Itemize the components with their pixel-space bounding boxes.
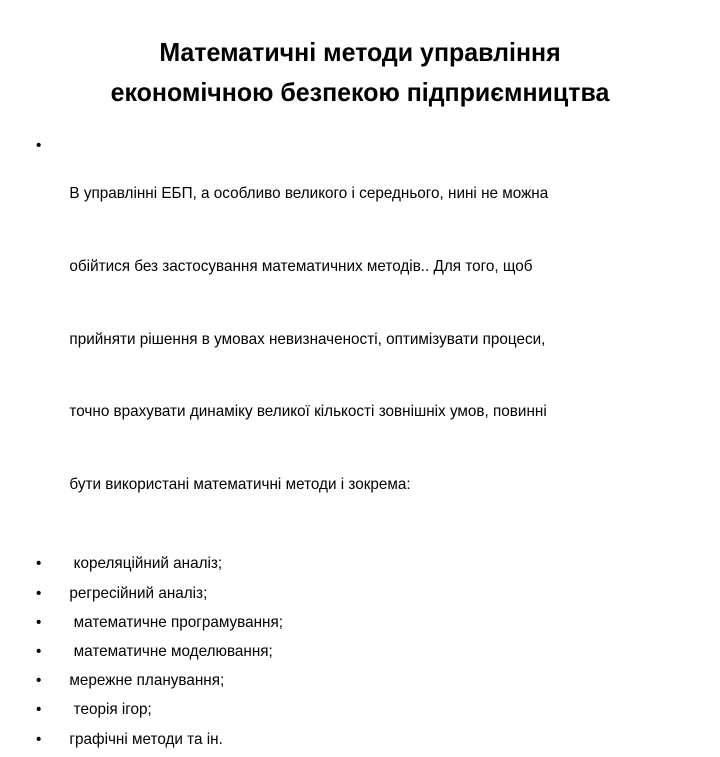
bullet-icon: •	[36, 643, 42, 661]
list-item	[36, 611, 681, 635]
slide-title-line-1: Математичні методи управління	[159, 37, 561, 67]
list-item	[36, 698, 681, 722]
list-item-text: математичне програмування;	[69, 613, 284, 631]
list-item	[36, 552, 681, 576]
list-item-text: кореляційний аналіз;	[69, 555, 223, 573]
list-item	[36, 582, 681, 606]
bullet-icon: •	[36, 584, 42, 602]
intro-paragraph	[69, 134, 680, 545]
slide-title	[53, 32, 667, 112]
intro-line-5: бути використані математичні методи і зокрема:	[69, 475, 411, 493]
list-item-text: математичне моделювання;	[69, 643, 273, 661]
intro-line-1: В управлінні ЕБП, а особливо великого і середнього, нині не можна	[69, 185, 549, 203]
bullet-icon: •	[36, 555, 42, 573]
slide-title-line-2: економічною безпекою підприємництва	[110, 77, 610, 107]
list-item-intro	[36, 134, 681, 545]
list-item-text: регресійний аналіз;	[69, 584, 208, 602]
list-item	[36, 669, 681, 693]
bullet-list	[36, 134, 676, 757]
list-item	[36, 728, 681, 752]
list-item-text: графічні методи та ін.	[69, 730, 223, 748]
bullet-icon: •	[36, 701, 42, 719]
intro-line-3: прийняти рішення в умовах невизначеності, оптимізувати процеси,	[69, 330, 546, 348]
list-item	[36, 640, 681, 664]
list-item-text: теорія ігор;	[69, 701, 152, 719]
bullet-icon: •	[36, 730, 42, 748]
bullet-icon: •	[36, 672, 42, 690]
intro-line-4: точно врахувати динаміку великої кількості зовнішніх умов, повинні	[69, 403, 547, 421]
list-item-text: мережне планування;	[69, 672, 225, 690]
bullet-icon: •	[36, 137, 42, 154]
intro-line-2: обійтися без застосування математичних методів.. Для того, щоб	[69, 258, 533, 276]
bullet-icon: •	[36, 613, 42, 631]
